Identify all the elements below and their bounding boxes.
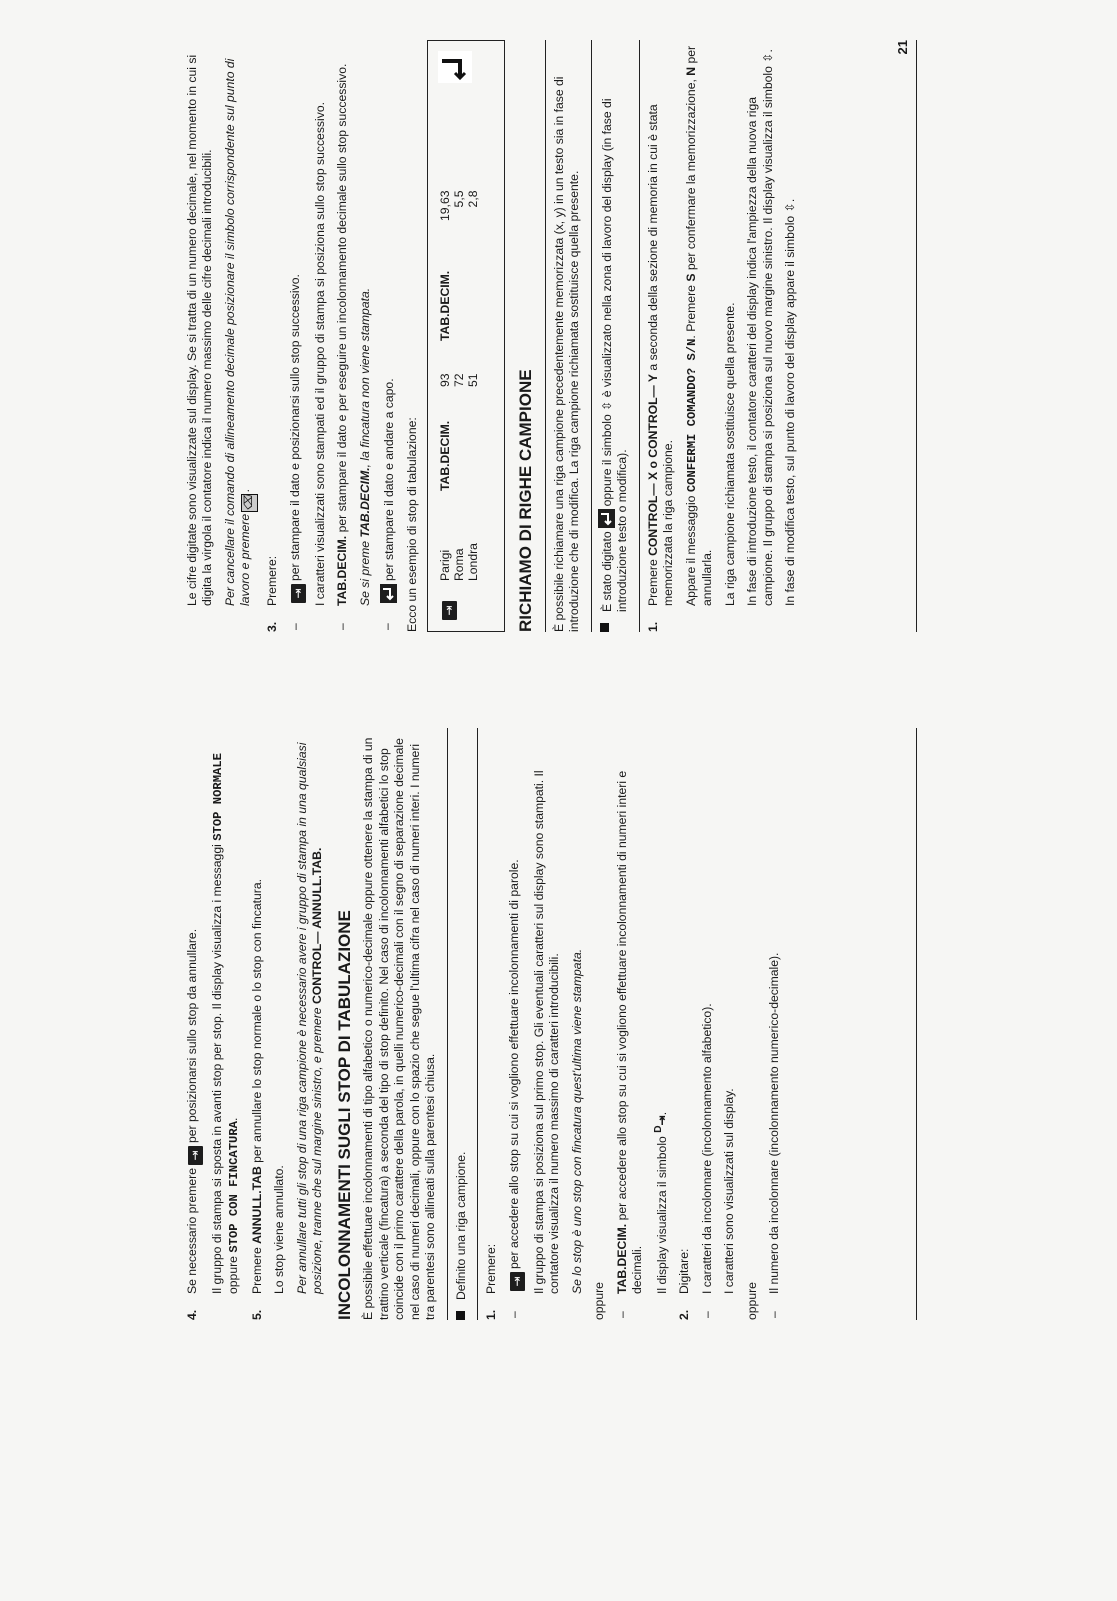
divider	[639, 40, 640, 632]
footer-rule	[916, 40, 917, 632]
richiamo-paragraph: È possibile richiamare una riga campione precedentemente memorizzata (x, y) in un testo sia in fase di introduzione che di modifica. La riga campione richiamata sostituisce quella presente.	[551, 76, 582, 632]
city-cell: Roma	[452, 548, 467, 581]
page-number: 21	[894, 40, 910, 55]
tab-arrow-key-icon: ⇥	[188, 1146, 203, 1165]
step-5: 5. Premere ANNULL.TAB per annullare lo stop normale o lo stop con fincatura. Lo stop viene annullato. Per annullare tutti gli stop di una riga campione è necessario avere i gruppo di stampa in una qualsiasi posizione, tranne che sul margine sinistro, e premere CONTROL— ANNULL.TAB.	[249, 742, 325, 1320]
step-3: 3. Premere:	[265, 555, 280, 632]
left-column: 4. Se necessario premere⇥per posizionarsi sullo stop da annullare. Il gruppo di stampa si sposta in avanti stop per stop. Il display visualizza i messaggi STOP NORMALE oppure STOP CON FINCATURA. 5. Premere ANNULL.TAB per annullare lo stop normale o lo stop con fincatura. Lo stop viene annullato. Per annullare tutti gli stop di una riga campione è necessario avere i gruppo di stampa in una qualsiasi posizione, tranne che sul margine sinistro, e premere CONTROL— ANNULL.TAB. INCOLONNAMENTI SUGLI STOP DI TABULAZIONE È possibile effettuare incolonnamenti di tipo alfabetico o numerico-decimale oppure ottenere la stampa di un trattino verticale (fincatura) a seconda del tipo di stop definito. Nel caso di incolonnamenti alfabetici lo stop coincide con il primo carattere della parola, in quelli numerico-decimali con il segno di separazione decimale nel caso di numeri decimali, oppure con lo spazio che segue l'ultima cifra nel caso di numeri interi. I numeri tra parentesi sono allineati sulla parentesi chiusa. Definito una riga campione. 1. Premere: – ⇥per accedere allo stop su cui si vogliono effettuare incolonnamenti di parole. Il gruppo di stampa si posiziona sul primo stop. Gli eventuali caratteri sul display sono stampati. Il contatore visualizza il numero massimo di caratteri introducibili. Se lo stop è uno stop con fincatura quest'ultima viene stampata. oppure – TAB.DECIM. per accedere allo stop su cui si vogliono effettuare incolonnamenti di numeri interi e decimali. Il display visualizza il simbolo $^D$⇥. 2. Digitare: – I caratteri da incolonnare (incolonnamento alfabetico). I caratteri sono visualizzati sul display. oppure – Il numero da incolonnare (incolonnamento numerico-decimale).	[185, 728, 925, 1320]
city-cell: Parigi	[438, 549, 453, 581]
divider	[591, 40, 592, 632]
divider	[477, 728, 478, 1320]
square-bullet-icon	[600, 623, 609, 632]
square-bullet-icon	[456, 1311, 465, 1320]
tab-arrow-key-icon: ⇥	[442, 601, 457, 620]
decimal-tab-symbol-icon: $^D$⇥	[652, 1115, 669, 1133]
section-heading-incolonnamenti: INCOLONNAMENTI SUGLI STOP DI TABULAZIONE	[334, 910, 354, 1320]
integers-column	[438, 373, 480, 387]
decimal-cell: 19,63	[438, 190, 453, 221]
return-key-icon	[598, 509, 615, 528]
divider	[545, 40, 546, 632]
prerequisite-note: Definito una riga campione.	[454, 728, 469, 1320]
section-heading-richiamo: RICHIAMO DI RIGHE CAMPIONE	[516, 369, 536, 632]
step-3-option-tab: – ⇥per stampare il dato e posizionarsi sullo stop successivo. I caratteri visualizzati sono stampati ed il gruppo di stampa si posiziona sullo stop successivo.	[287, 102, 327, 630]
tab-stop-example-box	[427, 40, 505, 632]
step-4: 4. Se necessario premere⇥per posizionarsi sullo stop da annullare. Il gruppo di stampa si sposta in avanti stop per stop. Il display visualizza i messaggi STOP NORMALE oppure STOP CON FINCATURA.	[185, 753, 242, 1320]
decimal-cell: 5,5	[452, 190, 467, 208]
step-2-option-numeric: – Il numero da incolonnare (incolonnamento numerico-decimale).	[767, 952, 782, 1318]
decimal-cell: 2,8	[466, 190, 481, 208]
manual-page	[185, 0, 925, 1330]
margin-symbol-icon: ⇳	[760, 52, 775, 63]
step-1-option-tab-decim: – TAB.DECIM. per accedere allo stop su cui si vogliono effettuare incolonnamenti di numeri interi e decimali. Il display visualizza il simbolo $^D$⇥.	[614, 770, 669, 1318]
footer-rule	[916, 728, 917, 1320]
step-3-option-return: – per stampare il dato e andare a capo.	[380, 378, 397, 630]
prerequisite-note: È stato digitatooppure il simbolo ⇳ è visualizzato nella zona di lavoro del display (in fase di introduzione testo o modifica).	[598, 40, 631, 632]
margin-symbol-icon: ⇳	[599, 400, 614, 411]
city-cell: Londra	[466, 543, 481, 581]
tab-decim-label: TAB.DECIM.	[438, 270, 453, 341]
tab-arrow-key-icon: ⇥	[510, 1272, 525, 1291]
step-1-option-tab: – ⇥per accedere allo stop su cui si vogliono effettuare incolonnamenti di parole. Il gruppo di stampa si posiziona sul primo stop. Gli eventuali caratteri sul display sono stampati. Il contatore visualizza il numero massimo di caratteri introducibili. Se lo stop è uno stop con fincatura quest'ultima viene stampata.	[506, 770, 584, 1318]
tab-decim-label: TAB.DECIM.	[438, 420, 453, 491]
margin-symbol-icon: ⇳	[783, 202, 798, 213]
integer-cell: 72	[452, 373, 467, 387]
tab-arrow-key-icon: ⇥	[291, 584, 306, 603]
delete-key-icon: ⌫	[241, 494, 258, 512]
step-1: 1. Premere:	[484, 1243, 499, 1320]
right-column: Le cifre digitate sono visualizzate sul display. Se si tratta di un numero decimale, nel momento in cui si digita la virgola il contatore indica il numero massimo delle cifre decimali introducibili. Per cancellare il comando di allineamento decimale posizionare il simbolo corrispondente sul punto di lavoro e premere⌫. 3. Premere: – ⇥per stampare il dato e posizionarsi sullo stop successivo. I caratteri visualizzati sono stampati ed il gruppo di stampa si posiziona sullo stop successivo. – TAB.DECIM. per stampare il dato e per eseguire un incolonnamento decimale sullo stop successivo. Se si preme TAB.DECIM., la fincatura non viene stampata. – per stampare il dato e andare a capo. Ecco un esempio di stop di tabulazione: ⇥ Parigi Roma Londra TAB.DECIM. 93 72 51 TAB.DECIM. 19,63 5,5 2,8 RICHIAMO DI RIGHE CAMPIONE È possibile richiamare una riga campione precedentemente memorizzata (x, y) in un testo sia in fase di introduzione che di modifica. La riga campione richiamata sostituisce quella presente. È stato digitatooppure il simbolo ⇳ è visualizzato nella zona di lavoro del display (in fase di introduzione testo o modifica). 1. Premere CONTROL— X o CONTROL— Y a seconda della sezione di memoria in cui è stata memorizzata la riga campione. Appare il messaggio CONFERMI COMANDO? S/N. Premere S per confermare la memorizzazione, N per annullarla. La riga campione richiamata sostituisce quella presente. In fase di introduzione testo, il contatore caratteri del display indica l'ampiezza della nuova riga campione. Il gruppo di stampa si posiziona sul nuovo margine sinistro. Il display visualizza il simbolo ⇳. In fase di modifica testo, sul punto di lavoro del display appare il simbolo ⇳. 21	[185, 40, 925, 632]
integer-cell: 51	[466, 373, 481, 387]
step-2-option-alpha: – I caratteri da incolonnare (incolonnamento alfabetico). I caratteri sono visualizzati sul display.	[699, 1003, 737, 1318]
integer-cell: 93	[438, 373, 453, 387]
cities-column	[438, 543, 480, 581]
return-key-icon	[438, 51, 472, 83]
step-3-option-tab-decim: – TAB.DECIM. per stampare il dato e per eseguire un incolonnamento decimale sullo stop successivo. Se si preme TAB.DECIM., la fincatura non viene stampata.	[335, 63, 372, 630]
step-2: 2. Digitare:	[677, 1248, 692, 1320]
return-key-icon	[380, 584, 397, 603]
intro-paragraph: È possibile effettuare incolonnamenti di tipo alfabetico o numerico-decimale oppure ottenere la stampa di un trattino verticale (fincatura) a seconda del tipo di stop definito. Nel caso di incolonnamenti alfabetici lo stop coincide con il primo carattere della parola, in quelli numerico-decimali con il segno di separazione decimale nel caso di numeri decimali, oppure con lo spazio che segue l'ultima cifra nel caso di numeri interi. I numeri tra parentesi sono allineati sulla parentesi chiusa.	[361, 737, 438, 1320]
recall-step-1: 1. Premere CONTROL— X o CONTROL— Y a seconda della sezione di memoria in cui è stata memorizzata la riga campione. Appare il messaggio CONFERMI COMANDO? S/N. Premere S per confermare la memorizzazione, N per annullarla. La riga campione richiamata sostituisce quella presente. In fase di introduzione testo, il contatore caratteri del display indica l'ampiezza della nuova riga campione. Il gruppo di stampa si posiziona sul nuovo margine sinistro. Il display visualizza il simbolo ⇳. In fase di modifica testo, sul punto di lavoro del display appare il simbolo ⇳.	[645, 45, 798, 632]
decimals-column	[438, 191, 480, 222]
divider	[447, 728, 448, 1320]
